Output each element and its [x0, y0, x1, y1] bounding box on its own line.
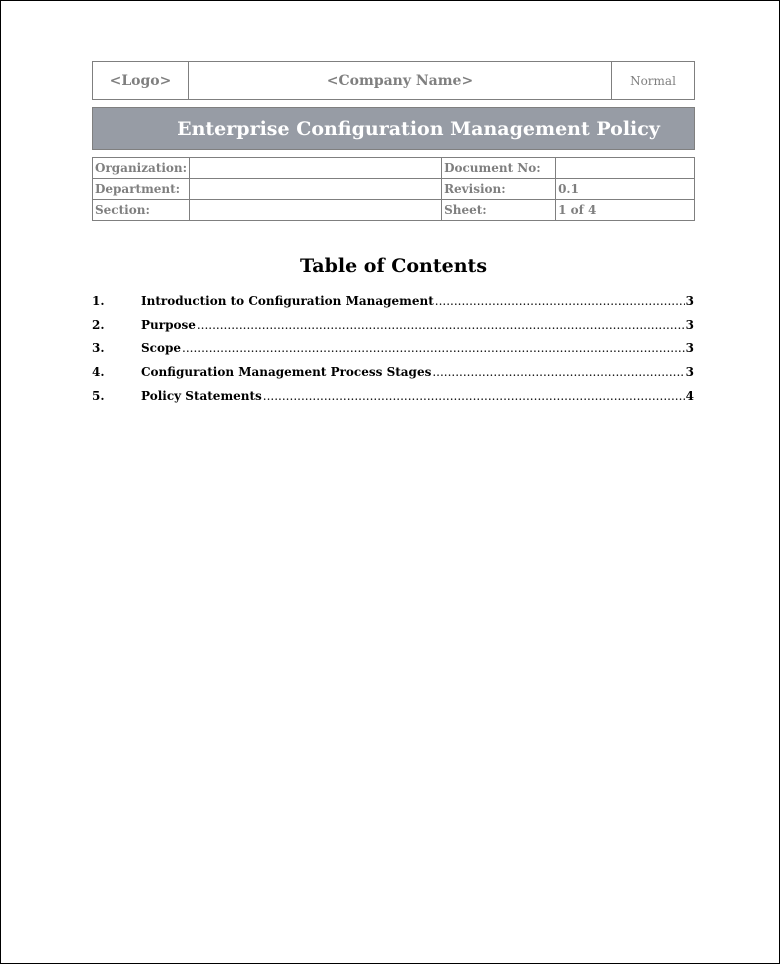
document-meta-table [92, 157, 695, 221]
meta-label: Sheet: [442, 200, 556, 221]
toc-number: 5. [92, 388, 105, 403]
toc-number: 1. [92, 294, 105, 308]
meta-value [556, 158, 695, 179]
toc-number: 3. [92, 341, 105, 356]
meta-value: 1 of 4 [556, 200, 695, 221]
meta-row [93, 158, 695, 179]
toc-entry[interactable] [92, 341, 694, 365]
toc-leader-dots [263, 389, 685, 403]
meta-label: Section: [93, 200, 190, 221]
meta-value [190, 200, 442, 221]
toc-label[interactable]: Introduction to Configuration Management [141, 294, 434, 308]
toc-entry[interactable] [92, 365, 694, 389]
meta-label: Revision: [442, 179, 556, 200]
toc-heading: Table of Contents [299, 255, 488, 277]
toc-entry[interactable] [92, 389, 694, 413]
toc-label[interactable]: Policy Statements [141, 388, 262, 403]
meta-value [190, 158, 442, 179]
meta-label: Organization: [93, 158, 190, 179]
meta-label: Document No: [442, 158, 556, 179]
toc-entry[interactable] [92, 318, 694, 342]
logo-placeholder: <Logo> [93, 62, 189, 100]
meta-value: 0.1 [556, 179, 695, 200]
style-label: Normal [612, 62, 695, 100]
toc-page-number: 3 [685, 317, 694, 332]
meta-value [190, 179, 442, 200]
toc-label[interactable]: Configuration Management Process Stages [141, 365, 432, 380]
document-title: Enterprise Configuration Management Policy [177, 117, 660, 140]
toc-page-number: 3 [685, 341, 694, 356]
toc-leader-dots [182, 341, 685, 355]
toc-number: 4. [92, 365, 105, 380]
meta-label: Department: [93, 179, 190, 200]
document-title-bar [92, 107, 695, 150]
meta-row [93, 200, 695, 221]
toc-leader-dots [197, 318, 685, 332]
company-name: <Company Name> [189, 62, 612, 100]
toc-number: 2. [92, 317, 105, 332]
toc-entry[interactable] [92, 294, 694, 318]
table-of-contents [92, 294, 694, 412]
toc-page-number: 4 [685, 388, 694, 403]
toc-leader-dots [435, 294, 685, 308]
toc-label[interactable]: Purpose [141, 317, 196, 332]
meta-row [93, 179, 695, 200]
toc-label[interactable]: Scope [141, 341, 182, 356]
toc-page-number: 3 [685, 365, 694, 380]
toc-leader-dots [432, 365, 684, 379]
toc-page-number: 3 [685, 294, 694, 308]
header-table [92, 61, 695, 100]
